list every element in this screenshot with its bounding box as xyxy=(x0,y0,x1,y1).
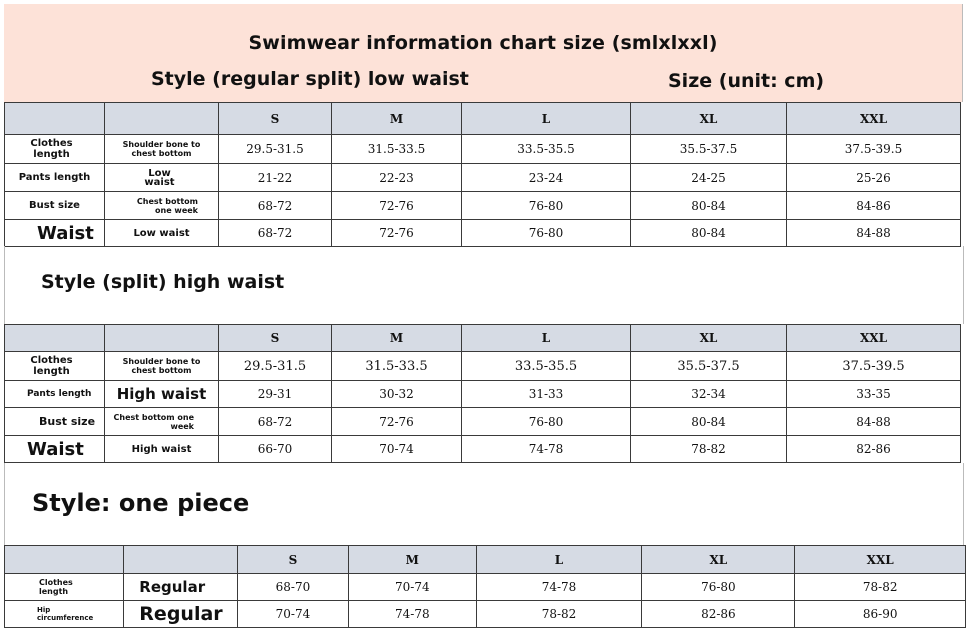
value-cell: 24-25 xyxy=(631,164,787,192)
table-row xyxy=(5,574,966,601)
value-cell: 29.5-31.5 xyxy=(219,352,332,381)
empty-cell xyxy=(5,103,105,135)
size-header: M xyxy=(332,325,462,352)
row-label: Waist xyxy=(5,220,105,247)
value-cell: 25-26 xyxy=(787,164,961,192)
unit-label: Size (unit: cm) xyxy=(668,70,825,92)
value-cell: 31.5-33.5 xyxy=(332,135,462,164)
value-cell: 74-78 xyxy=(349,601,477,628)
value-cell: 68-70 xyxy=(237,574,348,601)
row-measure: Shoulder bone to chest bottom xyxy=(105,135,219,164)
empty-cell xyxy=(105,103,219,135)
table-row xyxy=(5,381,961,408)
value-cell: 76-80 xyxy=(462,220,631,247)
empty-cell xyxy=(105,325,219,352)
chart-header xyxy=(4,4,963,102)
size-header: S xyxy=(219,103,332,135)
value-cell: 31-33 xyxy=(462,381,631,408)
value-cell: 84-88 xyxy=(787,408,961,436)
row-measure: Low waist xyxy=(105,220,219,247)
empty-cell xyxy=(5,325,105,352)
size-header: S xyxy=(237,546,348,574)
size-header: XL xyxy=(631,103,787,135)
value-cell: 78-82 xyxy=(631,436,787,463)
row-label: Clothes length xyxy=(5,352,105,381)
size-header: L xyxy=(476,546,642,574)
value-cell: 29.5-31.5 xyxy=(219,135,332,164)
row-label: Bust size xyxy=(5,192,105,220)
section-title-text: Style (split) high waist xyxy=(41,271,285,293)
value-cell: 70-74 xyxy=(349,574,477,601)
section-title-text: Style: one piece xyxy=(32,489,250,517)
size-header: XL xyxy=(642,546,795,574)
size-header: XL xyxy=(631,325,787,352)
size-header-row xyxy=(5,325,961,352)
size-header: XXL xyxy=(787,103,961,135)
value-cell: 33.5-35.5 xyxy=(462,352,631,381)
row-measure: High waist xyxy=(105,381,219,408)
one-piece-size-table xyxy=(4,545,966,628)
value-cell: 33.5-35.5 xyxy=(462,135,631,164)
row-label: Pants length xyxy=(5,164,105,192)
size-header-row xyxy=(5,546,966,574)
value-cell: 76-80 xyxy=(462,192,631,220)
value-cell: 74-78 xyxy=(476,574,642,601)
value-cell: 72-76 xyxy=(332,192,462,220)
value-cell: 80-84 xyxy=(631,220,787,247)
value-cell: 86-90 xyxy=(795,601,966,628)
value-cell: 68-72 xyxy=(219,220,332,247)
value-cell: 72-76 xyxy=(332,220,462,247)
value-cell: 30-32 xyxy=(332,381,462,408)
value-cell: 70-74 xyxy=(332,436,462,463)
value-cell: 76-80 xyxy=(462,408,631,436)
value-cell: 84-88 xyxy=(787,220,961,247)
row-measure: High waist xyxy=(105,436,219,463)
size-header: XXL xyxy=(787,325,961,352)
value-cell: 35.5-37.5 xyxy=(631,352,787,381)
size-header: L xyxy=(462,103,631,135)
value-cell: 23-24 xyxy=(462,164,631,192)
row-measure: Chest bottom one week xyxy=(105,408,219,436)
value-cell: 82-86 xyxy=(787,436,961,463)
value-cell: 72-76 xyxy=(332,408,462,436)
size-header: M xyxy=(349,546,477,574)
size-header: L xyxy=(462,325,631,352)
section-title-one-piece xyxy=(4,463,964,545)
row-measure: Shoulder bone to chest bottom xyxy=(105,352,219,381)
empty-cell xyxy=(124,546,238,574)
size-header-row xyxy=(5,103,961,135)
row-measure: Regular xyxy=(124,601,238,628)
value-cell: 84-86 xyxy=(787,192,961,220)
section-title-high-waist xyxy=(4,246,964,324)
size-header: M xyxy=(332,103,462,135)
size-header: XXL xyxy=(795,546,966,574)
value-cell: 31.5-33.5 xyxy=(332,352,462,381)
row-label: Hip circumference xyxy=(5,601,124,628)
value-cell: 82-86 xyxy=(642,601,795,628)
table-row xyxy=(5,352,961,381)
table-row xyxy=(5,164,961,192)
value-cell: 32-34 xyxy=(631,381,787,408)
table-row xyxy=(5,192,961,220)
chart-title: Swimwear information chart size (smlxlxxl) xyxy=(248,32,718,54)
value-cell: 76-80 xyxy=(642,574,795,601)
table-row xyxy=(5,408,961,436)
value-cell: 68-72 xyxy=(219,408,332,436)
value-cell: 35.5-37.5 xyxy=(631,135,787,164)
row-label: Bust size xyxy=(5,408,105,436)
value-cell: 21-22 xyxy=(219,164,332,192)
row-measure: Chest bottom one week xyxy=(105,192,219,220)
value-cell: 80-84 xyxy=(631,408,787,436)
row-label: Clothes length xyxy=(5,574,124,601)
value-cell: 33-35 xyxy=(787,381,961,408)
value-cell: 29-31 xyxy=(219,381,332,408)
value-cell: 37.5-39.5 xyxy=(787,352,961,381)
value-cell: 70-74 xyxy=(237,601,348,628)
table-row xyxy=(5,601,966,628)
value-cell: 78-82 xyxy=(795,574,966,601)
high-waist-size-table xyxy=(4,324,961,463)
row-label: Waist xyxy=(5,436,105,463)
value-cell: 22-23 xyxy=(332,164,462,192)
value-cell: 37.5-39.5 xyxy=(787,135,961,164)
value-cell: 68-72 xyxy=(219,192,332,220)
table-row xyxy=(5,220,961,247)
table-row xyxy=(5,135,961,164)
value-cell: 66-70 xyxy=(219,436,332,463)
style-label-low-waist: Style (regular split) low waist xyxy=(151,68,469,90)
row-label: Clothes length xyxy=(5,135,105,164)
low-waist-size-table xyxy=(4,102,961,247)
row-measure: Low waist xyxy=(105,164,219,192)
row-label: Pants length xyxy=(5,381,105,408)
size-header: S xyxy=(219,325,332,352)
value-cell: 74-78 xyxy=(462,436,631,463)
table-row xyxy=(5,436,961,463)
value-cell: 78-82 xyxy=(476,601,642,628)
row-measure: Regular xyxy=(124,574,238,601)
value-cell: 80-84 xyxy=(631,192,787,220)
empty-cell xyxy=(5,546,124,574)
